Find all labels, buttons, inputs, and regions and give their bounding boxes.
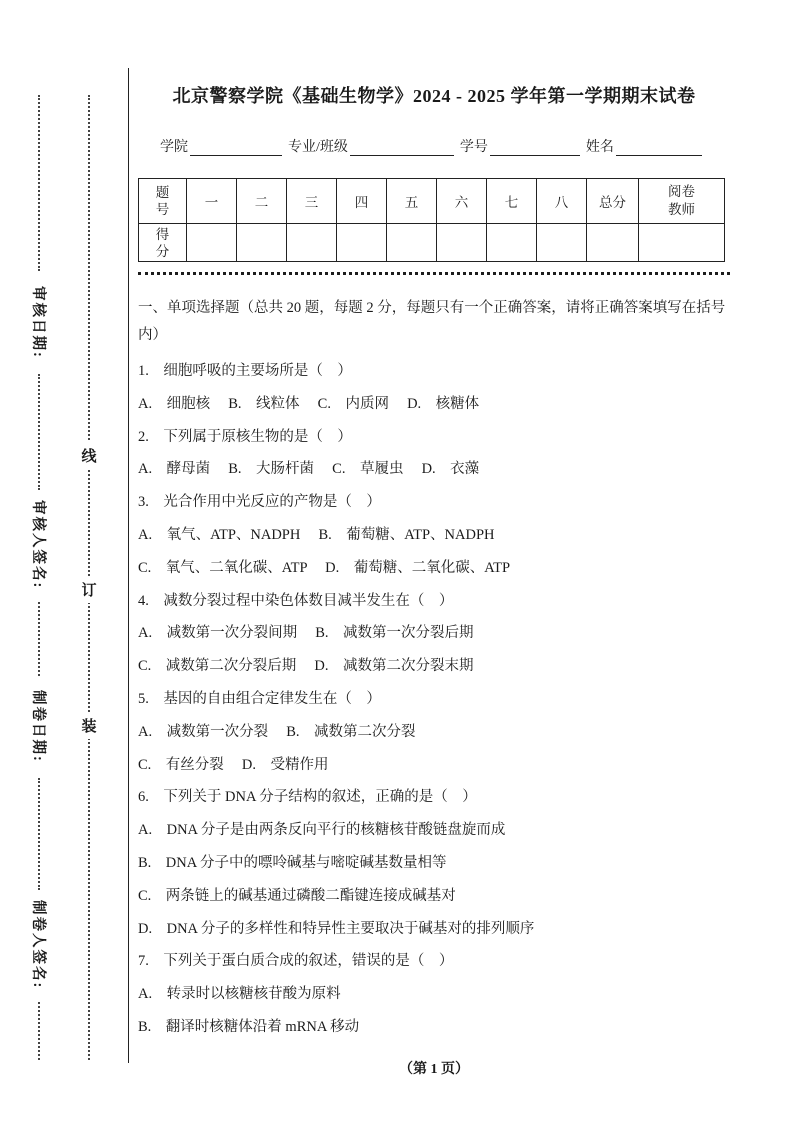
- score-cell: [387, 224, 437, 262]
- question-line: D. DNA 分子的多样性和特异性主要取决于碱基对的排列顺序: [138, 920, 535, 937]
- score-col-total: 总分: [587, 179, 639, 224]
- score-corner: 得分: [139, 224, 187, 262]
- review-date-label: 审核日期:: [29, 274, 50, 370]
- dotted-separator: [138, 272, 730, 275]
- seal-dotted-line: [38, 374, 40, 490]
- question-line: C. 有丝分裂 D. 受精作用: [138, 756, 329, 773]
- score-col-8: 八: [537, 179, 587, 224]
- name-label: 姓名: [585, 140, 614, 155]
- student-id-field: [460, 136, 580, 156]
- question-line: C. 氧气、二氧化碳、ATP D. 葡萄糖、二氧化碳、ATP: [138, 559, 511, 576]
- score-cell: [639, 224, 725, 262]
- maker-signature-label: 制卷人签名:: [29, 892, 50, 998]
- score-cell: [487, 224, 537, 262]
- score-cell: [337, 224, 387, 262]
- major-class-label: 专业/班级: [288, 140, 348, 155]
- seal-dotted-line: [38, 95, 40, 271]
- binding-char-ding: 订: [79, 576, 99, 603]
- score-col-7: 七: [487, 179, 537, 224]
- major-class-blank: [350, 140, 454, 156]
- question-line: 7. 下列关于蛋白质合成的叙述，错误的是（ ）: [138, 953, 454, 970]
- name-field: [586, 136, 702, 156]
- score-cell: [537, 224, 587, 262]
- score-col-2: 二: [237, 179, 287, 224]
- school-label: 学院: [160, 140, 188, 155]
- score-col-1: 一: [187, 179, 237, 224]
- score-cell: [587, 224, 639, 262]
- score-table: [138, 178, 725, 262]
- question-number-corner: 题号: [139, 179, 187, 224]
- question-line: A. 减数第一次分裂 B. 减数第二次分裂: [138, 723, 416, 740]
- question-line: A. 酵母菌 B. 大肠杆菌 C. 草履虫 D. 衣藻: [138, 461, 480, 478]
- question-line: C. 减数第二次分裂后期 D. 减数第二次分裂末期: [138, 658, 474, 675]
- question-line: A. 细胞核 B. 线粒体 C. 内质网 D. 核糖体: [138, 395, 480, 412]
- exam-content: [138, 82, 730, 1078]
- question-line: B. 翻译时核糖体沿着 mRNA 移动: [138, 1018, 360, 1035]
- major-class-field: [288, 136, 454, 156]
- question-line: B. DNA 分子中的嘌呤碱基与嘧啶碱基数量相等: [138, 854, 447, 871]
- question-line: A. 氧气、ATP、NADPH B. 葡萄糖、ATP、NADPH: [138, 526, 495, 543]
- score-cell: [237, 224, 287, 262]
- student-id-blank: [490, 140, 580, 156]
- seal-dotted-line: [38, 778, 40, 890]
- question-line: 5. 基因的自由组合定律发生在（ ）: [138, 690, 381, 707]
- question-list: [138, 355, 730, 1044]
- page-title: 北京警察学院《基础生物学》2024 - 2025 学年第一学期期末试卷: [172, 86, 696, 106]
- binding-char-xian: 线: [79, 442, 99, 469]
- made-date-label: 制卷日期:: [29, 678, 50, 774]
- seal-dotted-line: [38, 602, 40, 676]
- school-field: [160, 136, 282, 156]
- score-col-6: 六: [437, 179, 487, 224]
- score-col-3: 三: [287, 179, 337, 224]
- school-blank: [190, 140, 282, 156]
- question-line: 6. 下列关于 DNA 分子结构的叙述，正确的是（ ）: [138, 789, 477, 806]
- score-cell: [187, 224, 237, 262]
- seal-dotted-line: [38, 1002, 40, 1060]
- question-line: A. 减数第一次分裂间期 B. 减数第一次分裂后期: [138, 625, 474, 642]
- score-table-header-row: [139, 179, 725, 224]
- page-number: （第 1 页）: [399, 1061, 469, 1077]
- student-info-row: [138, 136, 730, 156]
- score-col-4: 四: [337, 179, 387, 224]
- score-cell: [437, 224, 487, 262]
- question-line: C. 两条链上的碱基通过磷酸二酯键连接成碱基对: [138, 887, 456, 904]
- question-line: A. 转录时以核糖核苷酸为原料: [138, 986, 341, 1003]
- score-col-grader: 阅卷教师: [639, 179, 725, 224]
- name-blank: [616, 140, 702, 156]
- reviewer-signature-label: 审核人签名:: [29, 492, 50, 598]
- student-id-label: 学号: [459, 140, 488, 155]
- score-cell: [287, 224, 337, 262]
- score-table-score-row: [139, 224, 725, 262]
- question-line: 3. 光合作用中光反应的产物是（ ）: [138, 494, 381, 511]
- question-line: A. DNA 分子是由两条反向平行的核糖核苷酸链盘旋而成: [138, 822, 506, 839]
- section-heading: 一、单项选择题（总共 20 题，每题 2 分，每题只有一个正确答案，请将正确答案填写在括号内）: [138, 300, 726, 343]
- score-col-5: 五: [387, 179, 437, 224]
- binding-char-zhuang: 装: [79, 712, 99, 739]
- question-line: 4. 减数分裂过程中染色体数目减半发生在（ ）: [138, 592, 454, 609]
- seal-boundary-line: [128, 68, 129, 1063]
- question-line: 1. 细胞呼吸的主要场所是（ ）: [138, 363, 352, 379]
- question-line: 2. 下列属于原核生物的是（ ）: [138, 428, 352, 445]
